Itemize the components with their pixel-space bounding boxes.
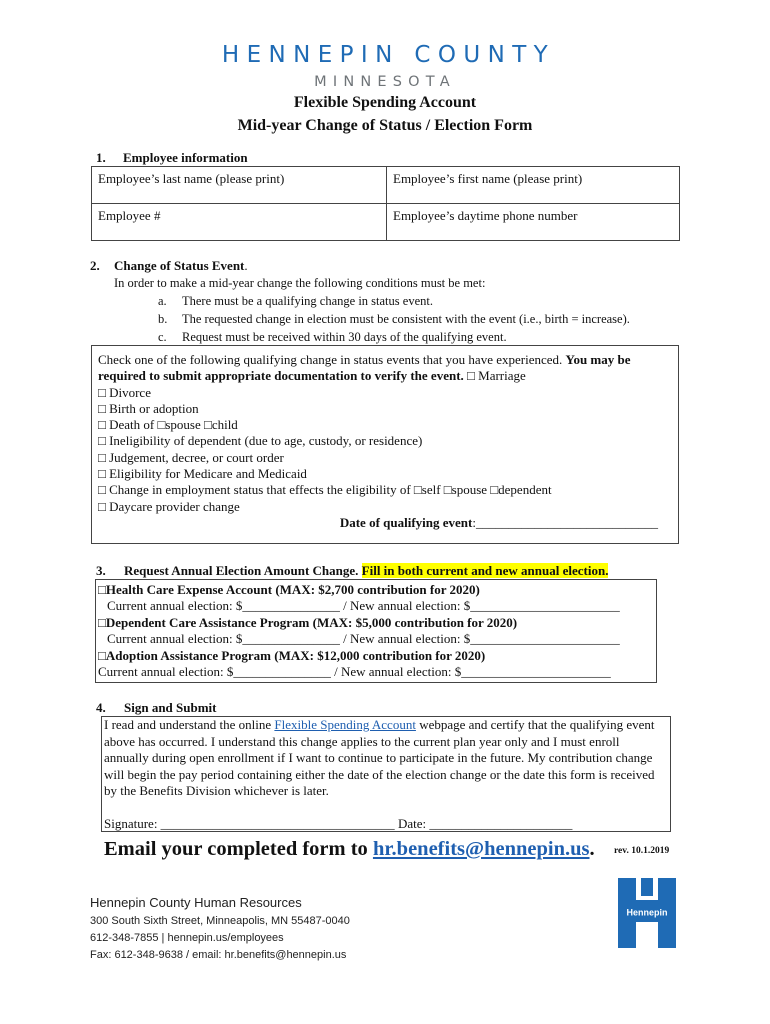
hennepin-logo-text: Hennepin <box>626 907 668 918</box>
adoption-election-fields[interactable]: Current annual election: $_______________ / New annual election: $_______________________ <box>98 664 611 680</box>
condition-item <box>158 294 433 309</box>
section2-heading <box>90 258 248 274</box>
event-daycare-checkbox[interactable]: □ Daycare provider change <box>98 498 240 514</box>
condition-letter: a. <box>158 294 167 308</box>
dependent-care-election-fields[interactable]: Current annual election: $_______________ / New annual election: $_______________________ <box>107 631 620 647</box>
check-prompt: Check one of the following qualifying change in status events that you have experienced. <box>98 352 563 367</box>
email-link[interactable]: hr.benefits@hennepin.us <box>372 838 590 860</box>
event-birth-checkbox[interactable]: □ Birth or adoption <box>98 400 199 416</box>
certification-text-end: webpage and certify that the qualifying event above has occurred. I understand this change applies to the current plan year only and I must enroll annually during open enrollment if I want to continue to participate in the future. My contribution change will begin the pay period containing either the date of the election change or the date this form is received by the Benefits Division whichever is later. <box>104 717 655 799</box>
email-prefix: Email your completed form to <box>104 838 373 860</box>
event-death-checkbox[interactable]: □ Death of □spouse □child <box>98 417 238 433</box>
condition-text: There must be a qualifying change in status event. <box>182 294 433 308</box>
form-title: Flexible Spending Account <box>293 94 477 111</box>
section1-title: Employee information <box>123 150 248 165</box>
section2-title-punct: . <box>244 258 248 273</box>
hennepin-logo <box>618 878 676 948</box>
footer-fax-email: Fax: 612-348-9638 / email: hr.benefits@hennepin.us <box>90 949 347 961</box>
footer-department: Hennepin County Human Resources <box>90 895 302 910</box>
condition-text: The requested change in election must be consistent with the event (i.e., birth = increase). <box>182 312 630 326</box>
section3-highlight: Fill in both current and new annual election. <box>361 563 609 578</box>
section4-number: 4. <box>96 700 106 715</box>
section3-heading <box>96 563 608 579</box>
condition-text: Request must be received within 30 days of the qualifying event. <box>182 330 507 344</box>
event-judgement-checkbox[interactable]: □ Judgement, decree, or court order <box>98 449 284 465</box>
event-marriage-checkbox[interactable]: □ Marriage <box>467 368 526 384</box>
employee-info-table <box>91 166 680 241</box>
email-instruction <box>104 838 595 861</box>
certification-text <box>104 717 666 800</box>
section2-number: 2. <box>90 258 100 273</box>
section1-heading <box>96 150 248 166</box>
revision-date: rev. 10.1.2019 <box>614 846 670 856</box>
section3-number: 3. <box>96 563 106 578</box>
first-name-field[interactable]: Employee’s first name (please print) <box>387 167 680 204</box>
section2-intro: In order to make a mid-year change the following conditions must be met: <box>114 276 486 290</box>
dependent-care-checkbox[interactable]: □Dependent Care Assistance Program (MAX: $5,000 contribution for 2020) <box>98 614 518 630</box>
form-subtitle: Mid-year Change of Status / Election Form <box>237 117 533 134</box>
signature-row <box>104 816 666 833</box>
qualifying-date-label: Date of qualifying event <box>339 514 473 530</box>
health-care-election-fields[interactable]: Current annual election: $_______________ / New annual election: $_______________________ <box>107 598 620 614</box>
last-name-field[interactable]: Employee’s last name (please print) <box>92 167 387 204</box>
condition-item <box>158 330 507 345</box>
condition-letter: c. <box>158 330 167 344</box>
sign-submit-box <box>101 716 671 832</box>
signature-field[interactable]: Signature: ____________________________________ <box>104 815 395 831</box>
event-ineligibility-checkbox[interactable]: □ Ineligibility of dependent (due to age, custody, or residence) <box>98 433 423 449</box>
condition-letter: b. <box>158 312 168 326</box>
qualifying-events-box <box>91 345 679 544</box>
documentation-note: You may be required to submit appropriate documentation to verify the event. <box>98 352 631 384</box>
hennepin-logo-mark <box>618 878 676 948</box>
condition-item <box>158 312 630 327</box>
fsa-webpage-link[interactable]: Flexible Spending Account <box>274 717 416 732</box>
county-logo-state: MINNESOTA <box>314 74 456 90</box>
election-amount-box <box>95 579 657 683</box>
county-logo-title: HENNEPIN COUNTY <box>221 42 556 68</box>
event-divorce-checkbox[interactable]: □ Divorce <box>98 384 151 400</box>
section2-title: Change of Status Event <box>114 258 245 273</box>
section4-heading <box>96 700 217 716</box>
employee-number-field[interactable]: Employee # <box>92 204 387 241</box>
qualifying-date-row <box>98 515 672 531</box>
events-prompt <box>98 352 672 385</box>
footer-address: 300 South Sixth Street, Minneapolis, MN 55487-0040 <box>90 915 350 927</box>
section1-number: 1. <box>96 150 106 165</box>
certification-text-start: I read and understand the online <box>104 717 275 732</box>
daytime-phone-field[interactable]: Employee’s daytime phone number <box>387 204 680 241</box>
signature-date-field[interactable]: Date: ______________________ <box>397 815 573 831</box>
footer-phone-web: 612-348-7855 | hennepin.us/employees <box>90 932 284 944</box>
qualifying-date-field[interactable]: :____________________________ <box>472 514 658 530</box>
health-care-checkbox[interactable]: □Health Care Expense Account (MAX: $2,700 contribution for 2020) <box>98 582 480 597</box>
section3-title: Request Annual Election Amount Change. <box>124 563 359 578</box>
section4-title: Sign and Submit <box>124 700 217 715</box>
email-suffix: . <box>589 838 595 860</box>
event-medicare-checkbox[interactable]: □ Eligibility for Medicare and Medicaid <box>98 466 307 482</box>
adoption-checkbox[interactable]: □Adoption Assistance Program (MAX: $12,000 contribution for 2020) <box>98 647 486 663</box>
event-employment-checkbox[interactable]: □ Change in employment status that effects the eligibility of □self □spouse □dependent <box>98 482 552 498</box>
